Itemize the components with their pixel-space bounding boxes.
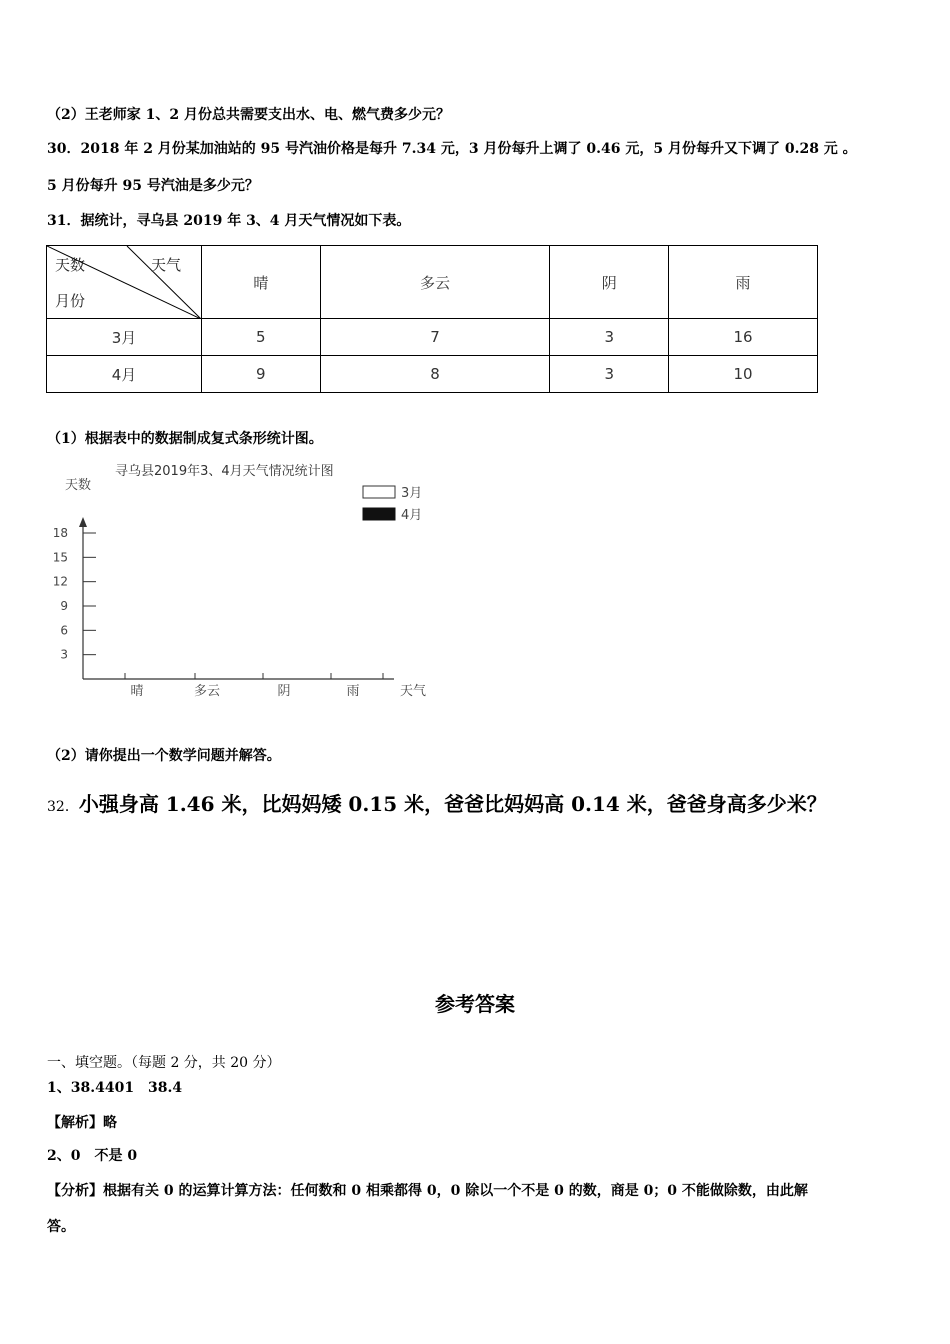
x-tick-label: 雨 [346, 684, 360, 699]
y-axis-label: 天数 [65, 478, 92, 493]
y-axis-arrow [79, 517, 87, 527]
x-tick-label: 阴 [277, 684, 291, 699]
legend-label-april: 4月 [401, 508, 423, 523]
y-tick-label: 3 [60, 647, 68, 662]
legend-swatch-april [363, 508, 395, 520]
corner-days-label: 天数 [55, 256, 86, 274]
x-tick-label: 多云 [193, 684, 221, 699]
corner-month-label: 月份 [55, 292, 86, 310]
table-cell: 3 [550, 356, 669, 393]
q32-number: 32． [47, 799, 79, 815]
legend-label-march: 3月 [401, 486, 423, 501]
q32 [47, 788, 827, 817]
answer-2-analysis-line2: 答。 [47, 1219, 75, 1235]
bar-chart [40, 455, 440, 705]
table-header-cell: 阴 [550, 246, 669, 319]
y-tick-label: 9 [60, 599, 68, 613]
table-cell: 10 [669, 356, 818, 393]
table-month-cell: 4月 [47, 356, 202, 393]
corner-weather-label: 天气 [151, 256, 182, 274]
answers-title: 参考答案 [435, 992, 515, 1016]
y-tick-label: 15 [52, 550, 68, 565]
x-ticks [125, 673, 383, 699]
table-month-cell: 3月 [47, 319, 202, 356]
table-cell: 16 [669, 319, 818, 356]
table-cell: 3 [550, 319, 669, 356]
table-header-cell: 多云 [320, 246, 550, 319]
legend-swatch-march [363, 486, 395, 498]
bar-chart-svg [40, 455, 440, 705]
x-axis-label: 天气 [400, 684, 427, 699]
table-cell: 9 [202, 356, 321, 393]
q30-line2: 5 月份每升 95 号汽油是多少元？ [47, 178, 259, 194]
table-cell: 8 [320, 356, 550, 393]
table-row [47, 319, 818, 356]
table-cell: 5 [202, 319, 321, 356]
table-header-row [47, 246, 818, 319]
table-row [47, 356, 818, 393]
y-tick-label: 6 [60, 623, 68, 638]
y-tick-label: 18 [52, 526, 68, 540]
answer-2-analysis-line1: 【分析】根据有关 0 的运算计算方法：任何数和 0 相乘都得 0，0 除以一个不是 0 的数，商是 0；0 不能做除数，由此解 [47, 1183, 808, 1199]
y-ticks [53, 526, 96, 662]
table-header-cell: 晴 [202, 246, 321, 319]
table-header-cell: 雨 [669, 246, 818, 319]
y-tick-label: 12 [52, 574, 68, 589]
weather-table [46, 245, 818, 393]
q29-part2: （2）王老师家 1、2 月份总共需要支出水、电、燃气费多少元？ [47, 107, 450, 123]
q30-line1: 30．2018 年 2 月份某加油站的 95 号汽油价格是每升 7.34 元，3 月份每升上调了 0.46 元，5 月份每升又下调了 0.28 元 。 [47, 141, 857, 157]
table-corner-cell [47, 246, 202, 319]
q31-part1: （1）根据表中的数据制成复式条形统计图。 [47, 431, 323, 447]
answer-1: 1、38.4401 38.4 [47, 1080, 183, 1096]
q31-intro: 31．据统计，寻乌县 2019 年 3、4 月天气情况如下表。 [47, 213, 411, 229]
answer-2: 2、0 不是 0 [47, 1148, 138, 1164]
table-cell: 7 [320, 319, 550, 356]
q31-part2: （2）请你提出一个数学问题并解答。 [47, 748, 281, 764]
section1-heading: 一、填空题。（每题 2 分，共 20 分） [47, 1055, 281, 1071]
q32-text: 小强身高 1.46 米，比妈妈矮 0.15 米，爸爸比妈妈高 0.14 米，爸爸身高多少米？ [78, 792, 827, 816]
answer-1-analysis: 【解析】略 [47, 1115, 117, 1131]
chart-title: 寻乌县2019年3、4月天气情况统计图 [115, 464, 334, 479]
x-tick-label: 晴 [130, 684, 144, 699]
